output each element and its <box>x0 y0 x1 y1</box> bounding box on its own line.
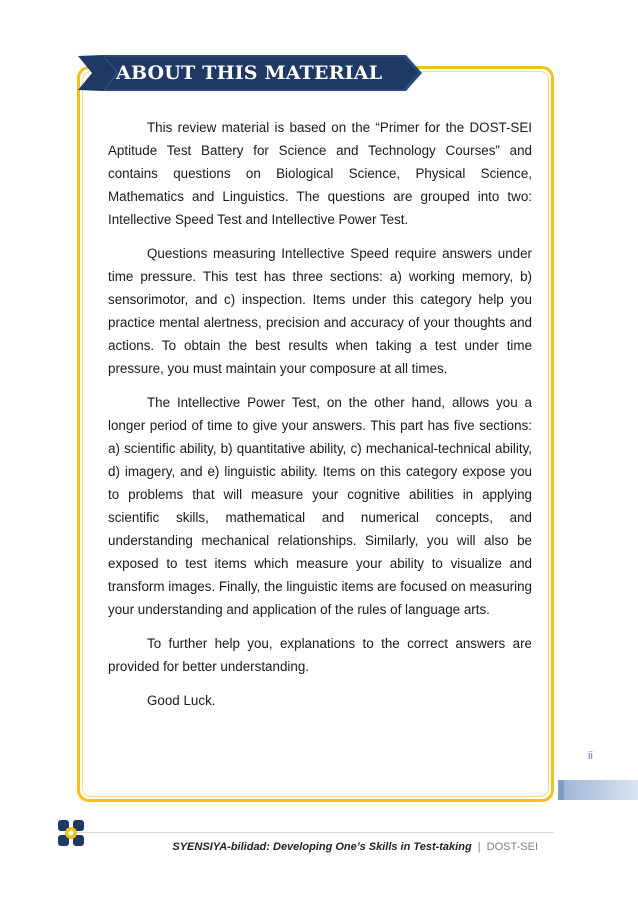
paragraph-explanations: To further help you, explanations to the correct answers are provided for better understanding. <box>108 636 532 674</box>
footer-organization: DOST-SEI <box>486 841 538 853</box>
footer <box>172 841 538 853</box>
footer-series-title: SYENSIYA-bilidad: Developing One’s Skills in Test-taking <box>172 841 472 853</box>
title-banner <box>0 0 638 110</box>
body-text <box>108 116 532 723</box>
paragraph-good-luck: Good Luck. <box>147 693 216 708</box>
page-title: ABOUT THIS MATERIAL <box>116 62 383 84</box>
page-tab-decoration <box>558 778 638 802</box>
page-number: ii <box>588 750 593 762</box>
dost-sei-logo-icon <box>56 818 86 848</box>
footer-separator: | <box>477 841 481 853</box>
paragraph-intro: This review material is based on the “Primer for the DOST-SEI Aptitude Test Battery for Science and Technology Courses” and contains questions on Biological Science, Physical Science, Mathematics and Linguistics. The questions are grouped into two: Intellective Speed Test and Intellective Power Test. <box>108 120 532 227</box>
paragraph-speed-test: Questions measuring Intellective Speed require answers under time pressure. This test has three sections: a) working memory, b) sensorimotor, and c) inspection. Items under this category help you practice mental alertness, precision and accuracy of your thoughts and actions. To obtain the best results when taking a test under time pressure, you must maintain your composure at all times. <box>108 246 532 376</box>
footer-divider <box>77 832 554 833</box>
paragraph-power-test: The Intellective Power Test, on the other hand, allows you a longer period of time to give your answers. This part has five sections: a) scientific ability, b) quantitative ability, c) mechanical-technical ability, d) imagery, and e) linguistic ability. Items on this category expose you to problems that will measure your cognitive abilities in applying scientific skills, mathematical and numerical concepts, and understanding mechanical relationships. Similarly, you will also be exposed to test items which measure your ability to visualize and transform images. Finally, the linguistic items are focused on measuring your understanding and application of the rules of language arts. <box>108 395 532 617</box>
